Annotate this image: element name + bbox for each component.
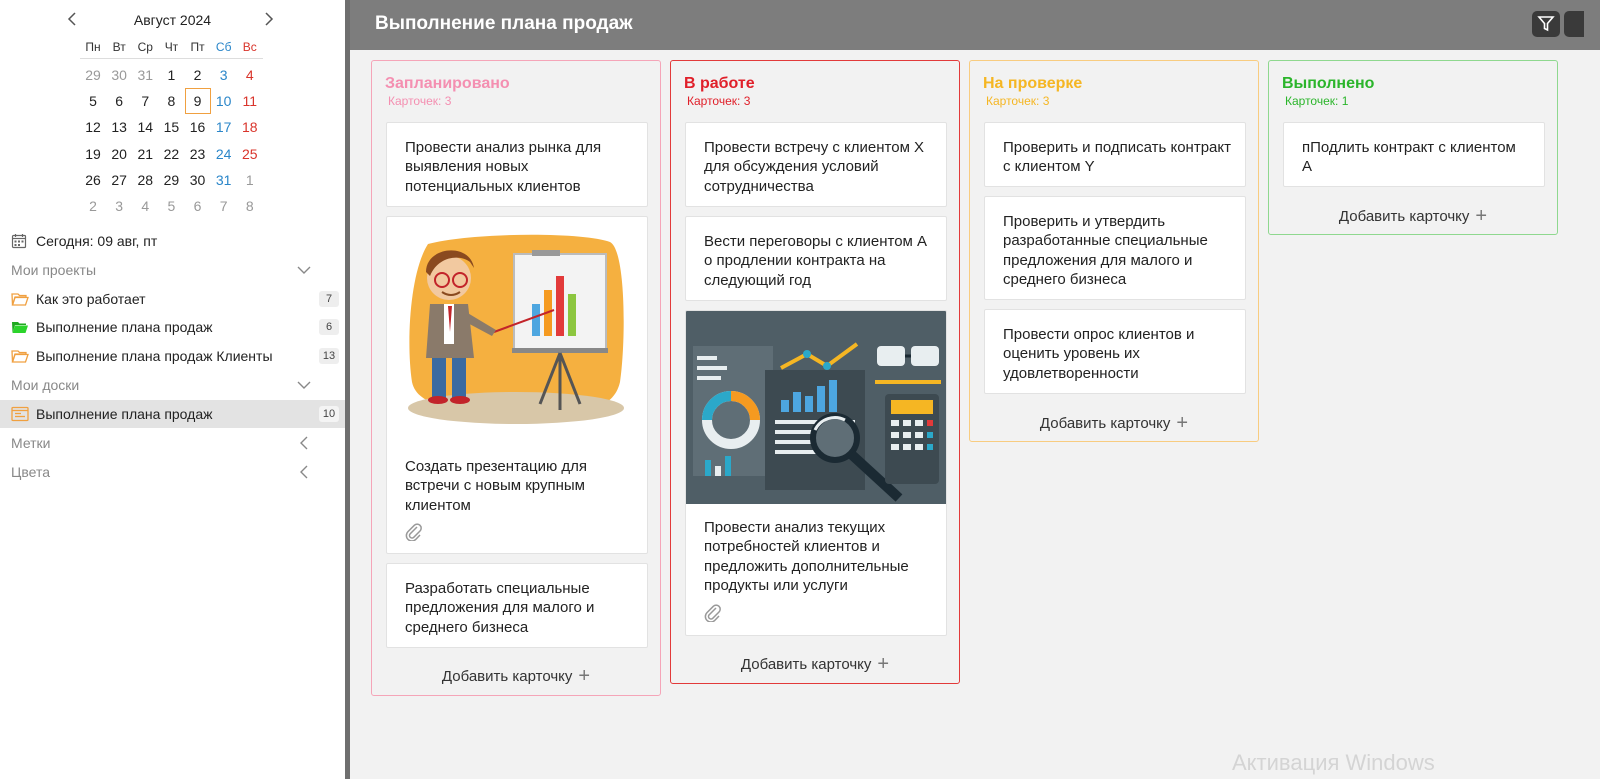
sidebar-resize-handle[interactable] <box>345 0 350 779</box>
filter-button[interactable] <box>1532 11 1560 37</box>
calendar-weekday: Пт <box>190 40 205 54</box>
sidebar-board-sales-plan[interactable] <box>0 400 345 428</box>
calendar-day[interactable]: 4 <box>245 67 254 83</box>
calendar-week <box>80 114 263 140</box>
card-text: Разработать специальные предложения для малого и среднего бизнеса <box>405 580 595 636</box>
calendar-day[interactable]: 9 <box>185 88 211 114</box>
sidebar-board-label: Выполнение плана продаж <box>36 406 213 422</box>
calendar-weekday: Вт <box>112 40 126 54</box>
calendar-week <box>80 141 263 167</box>
calendar-day[interactable]: 19 <box>85 145 101 162</box>
card-text: Проверить и утвердить разработанные специальные предложения для малого и среднего бизнеса <box>1003 213 1208 288</box>
calendar-day[interactable]: 31 <box>137 67 154 83</box>
calendar-day[interactable]: 30 <box>189 171 206 188</box>
sidebar-project-label: Выполнение плана продаж <box>36 319 213 335</box>
calendar-day[interactable]: 13 <box>111 119 127 136</box>
menu-button[interactable] <box>1564 11 1584 37</box>
section-my-boards-label: Мои доски <box>11 377 80 393</box>
calendar-day[interactable]: 2 <box>89 197 97 214</box>
card-text: Провести встречу с клиентом X для обсуждения условий сотрудничества <box>704 139 925 195</box>
board-header <box>350 0 1600 50</box>
calendar-day[interactable]: 20 <box>111 145 127 162</box>
calendar-day[interactable]: 10 <box>215 93 232 110</box>
chevron-left-icon <box>297 465 311 479</box>
add-card-label: Добавить карточку <box>441 668 573 685</box>
column-done <box>1268 60 1558 235</box>
calendar-day[interactable]: 14 <box>137 119 154 136</box>
calendar-weekday: Вс <box>242 40 257 54</box>
column-in-progress <box>670 60 960 684</box>
calendar-week <box>80 167 263 193</box>
plus-icon: + <box>1176 412 1189 434</box>
count-badge: 13 <box>319 348 339 364</box>
calendar-weeks <box>80 62 263 219</box>
count-badge: 6 <box>319 319 339 335</box>
card-text: Вести переговоры с клиентом A о продлении контракта на следующий год <box>704 233 927 289</box>
card[interactable] <box>685 310 947 636</box>
sidebar-project-sales-plan[interactable] <box>0 313 345 341</box>
board-icon <box>11 406 29 422</box>
sidebar-project-label: Как это работает <box>36 291 146 307</box>
calendar-day[interactable]: 30 <box>111 67 127 83</box>
section-my-projects-label: Мои проекты <box>11 262 97 278</box>
page-title: Выполнение плана продаж <box>375 13 633 34</box>
add-card-label: Добавить карточку <box>740 656 872 673</box>
column-title: Запланировано <box>385 75 510 92</box>
calendar-day[interactable]: 1 <box>245 171 254 188</box>
chevron-left-icon <box>297 436 311 450</box>
card[interactable] <box>685 216 947 301</box>
column-review <box>969 60 1259 442</box>
calendar-weekday: Ср <box>137 40 153 54</box>
plus-icon: + <box>578 665 591 687</box>
calendar-day[interactable]: 29 <box>163 171 180 188</box>
count-badge: 10 <box>319 406 339 422</box>
analytics-image <box>685 310 947 504</box>
calendar-day[interactable]: 26 <box>85 171 101 188</box>
column-title: На проверке <box>983 75 1083 92</box>
calendar-divider <box>80 58 263 59</box>
section-tags-label: Метки <box>11 435 51 451</box>
chevron-down-icon <box>297 378 311 392</box>
add-card-button[interactable] <box>970 412 1258 435</box>
section-colors-label: Цвета <box>11 464 50 480</box>
calendar-month-title[interactable]: Август 2024 <box>133 12 212 28</box>
sidebar-project-label: Выполнение плана продаж Клиенты <box>36 348 273 364</box>
calendar-day[interactable]: 6 <box>115 93 124 110</box>
card-text: Создать презентацию для встречи с новым крупным клиентом <box>405 458 588 514</box>
paperclip-icon <box>704 604 722 622</box>
calendar-day[interactable]: 16 <box>189 119 206 136</box>
today-label: Сегодня: 09 авг, пт <box>36 233 158 249</box>
calendar-weekday: Чт <box>164 40 179 54</box>
card[interactable] <box>386 563 648 648</box>
column-planned <box>371 60 661 696</box>
card[interactable] <box>685 122 947 207</box>
section-my-boards[interactable] <box>11 375 311 395</box>
calendar-day[interactable]: 18 <box>242 119 258 136</box>
calendar-week <box>80 88 263 114</box>
filter-icon <box>1537 15 1555 33</box>
folder-icon <box>11 319 29 335</box>
calendar-week <box>80 62 263 88</box>
calendar-day[interactable]: 3 <box>219 67 228 83</box>
calendar-weekday: Сб <box>215 40 232 54</box>
calendar-day[interactable]: 15 <box>163 119 180 136</box>
chevron-right-icon[interactable] <box>260 11 276 27</box>
section-my-projects[interactable] <box>11 260 311 280</box>
column-count: Карточек: 3 <box>986 94 1050 108</box>
folder-open-icon <box>11 291 29 307</box>
chevron-down-icon <box>297 263 311 277</box>
add-card-button[interactable] <box>1269 205 1557 228</box>
card-text: Проверить и подписать контракт с клиентом Y <box>1003 139 1231 176</box>
calendar-header <box>60 10 285 30</box>
paperclip-icon <box>405 523 423 541</box>
plus-icon: + <box>1475 205 1488 227</box>
presentation-image <box>404 232 628 428</box>
calendar-day[interactable]: 2 <box>193 67 202 83</box>
windows-activation-watermark: Активация Windows <box>1232 750 1435 775</box>
calendar-day[interactable]: 29 <box>85 67 101 83</box>
calendar-day[interactable]: 1 <box>167 67 176 83</box>
count-badge: 7 <box>319 291 339 307</box>
add-card-label: Добавить карточку <box>1039 415 1171 432</box>
section-tags[interactable] <box>11 433 311 453</box>
card-text: Провести опрос клиентов и оценить уровень их удовлетворенности <box>1003 326 1195 382</box>
sidebar-project-sales-plan-clients[interactable] <box>0 342 345 370</box>
calendar-icon <box>11 233 27 249</box>
calendar-day[interactable]: 8 <box>167 93 176 110</box>
calendar-day[interactable]: 3 <box>115 197 124 214</box>
calendar-day[interactable]: 11 <box>242 93 258 110</box>
calendar-grid <box>80 40 263 219</box>
sidebar <box>0 0 345 779</box>
folder-open-icon <box>11 348 29 364</box>
card[interactable] <box>984 196 1246 300</box>
card-text: пПодлить контракт с клиентом A <box>1302 139 1516 176</box>
calendar-day[interactable]: 17 <box>215 119 232 136</box>
calendar-day[interactable]: 22 <box>163 145 180 162</box>
card-text: Провести анализ рынка для выявления новых потенциальных клиентов <box>405 139 602 195</box>
calendar-day[interactable]: 7 <box>141 93 150 110</box>
card-text: Провести анализ текущих потребностей клиентов и предложить дополнительные продукты или услуги <box>704 519 909 594</box>
card[interactable] <box>386 122 648 207</box>
calendar-day[interactable]: 8 <box>245 197 254 214</box>
calendar-day[interactable]: 6 <box>193 197 202 214</box>
calendar-week <box>80 193 263 219</box>
section-colors[interactable] <box>11 462 311 482</box>
calendar-day[interactable]: 21 <box>137 145 154 162</box>
column-count: Карточек: 3 <box>687 94 751 108</box>
calendar-day[interactable]: 27 <box>111 171 127 188</box>
calendar-day[interactable]: 25 <box>242 145 258 162</box>
calendar-day[interactable]: 31 <box>215 171 232 188</box>
card[interactable] <box>386 216 648 554</box>
calendar-day[interactable]: 12 <box>85 119 101 136</box>
calendar-day[interactable]: 4 <box>141 197 150 214</box>
calendar-day[interactable]: 28 <box>137 171 154 188</box>
plus-icon: + <box>877 653 890 675</box>
column-title: В работе <box>684 75 755 92</box>
add-card-button[interactable] <box>671 653 959 676</box>
calendar-weekday: Пн <box>85 40 101 54</box>
calendar-day[interactable]: 7 <box>219 197 228 214</box>
calendar-day[interactable]: 24 <box>215 145 232 162</box>
column-title: Выполнено <box>1282 75 1375 92</box>
calendar-day[interactable]: 23 <box>189 145 206 162</box>
add-card-label: Добавить карточку <box>1338 208 1470 225</box>
column-count: Карточек: 3 <box>388 94 452 108</box>
card[interactable] <box>984 122 1246 187</box>
sidebar-project-how-it-works[interactable] <box>0 285 345 313</box>
add-card-button[interactable] <box>372 665 660 688</box>
card[interactable] <box>1283 122 1545 187</box>
today-row[interactable] <box>11 231 157 251</box>
column-count: Карточек: 1 <box>1285 94 1349 108</box>
calendar-weekday-row <box>80 40 263 56</box>
calendar-day[interactable]: 5 <box>89 93 97 110</box>
card[interactable] <box>984 309 1246 394</box>
calendar-day[interactable]: 5 <box>167 197 176 214</box>
